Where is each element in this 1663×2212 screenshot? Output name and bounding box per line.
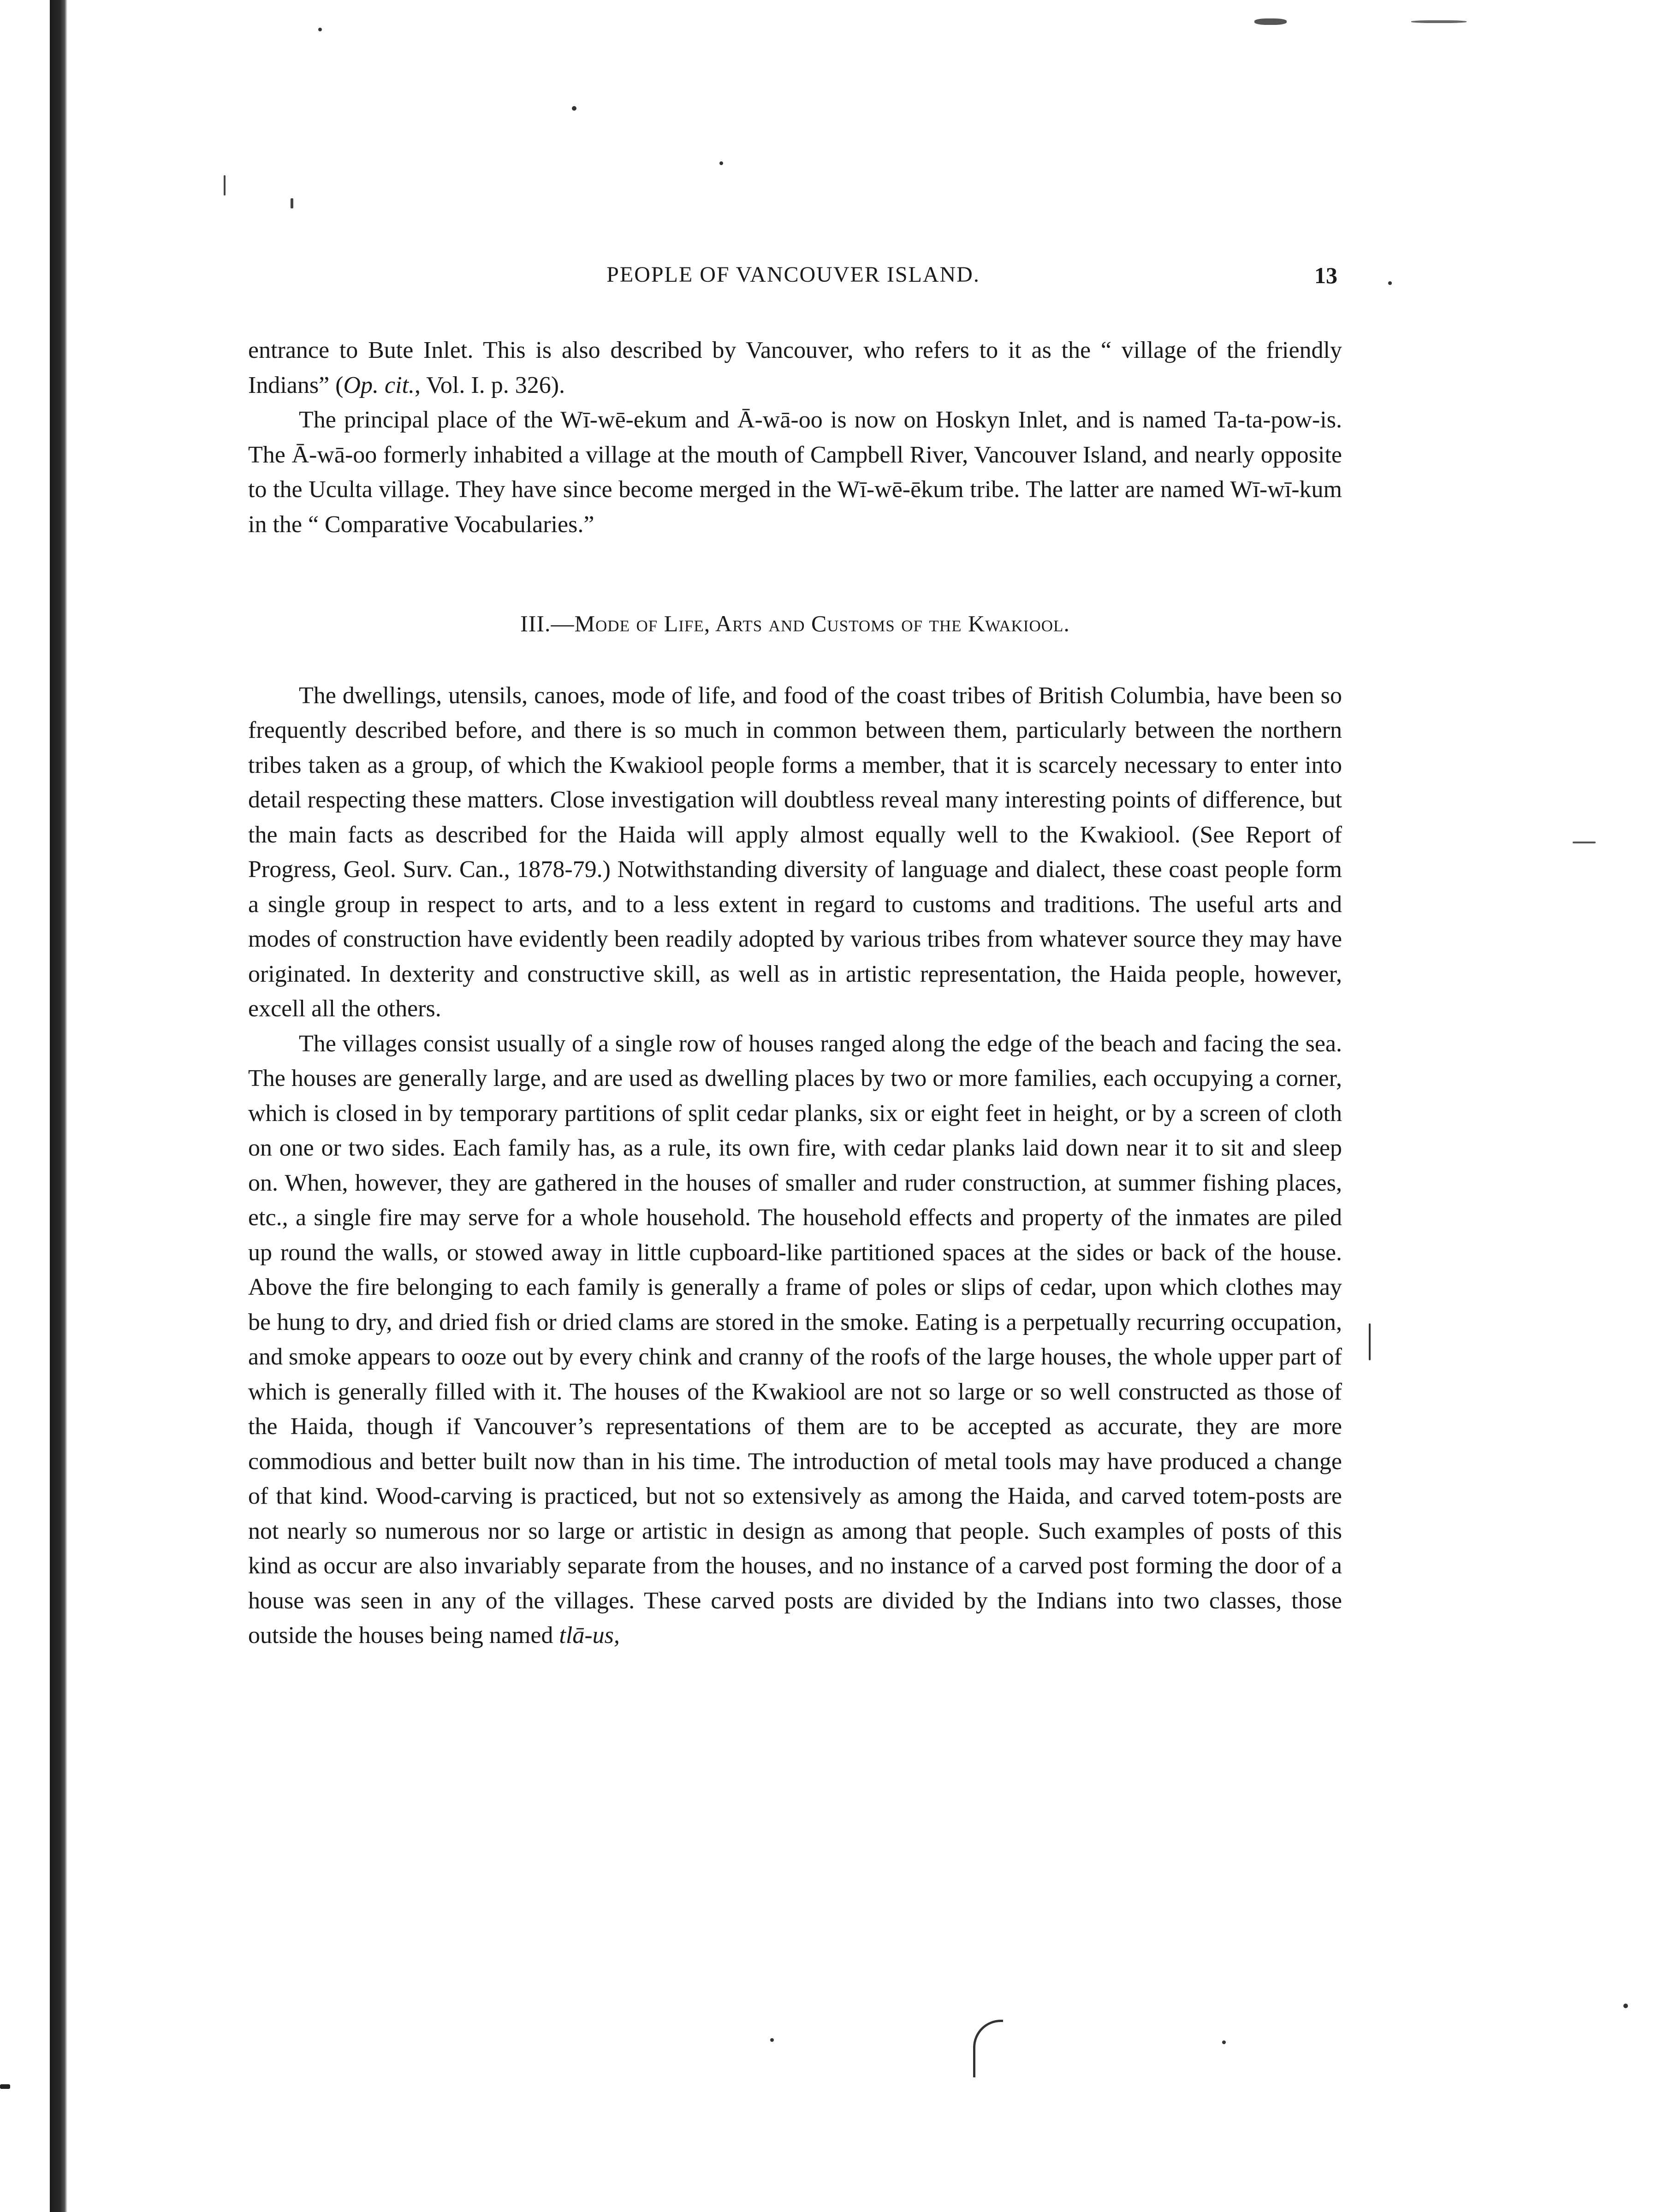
scan-speck <box>0 2084 10 2089</box>
section-heading <box>248 606 1342 641</box>
paragraph-continuation <box>248 333 1342 403</box>
paragraph-text: , Vol. I. p. 326). <box>415 372 565 398</box>
scan-speck <box>1411 20 1467 23</box>
scan-speck <box>1254 18 1287 25</box>
running-title: PEOPLE OF VANCOUVER ISLAND. <box>606 262 980 287</box>
paragraph: The dwellings, utensils, canoes, mode of life, and food of the coast tribes of British Columbia, have been so frequently described before, and there is so much in common between them, particularly between the northern tribes taken as a group, of which the Kwakiool people forms a member, that it is scarcely necessary to enter into detail respecting these matters. Close investigation will doubtless reveal many interesting points of difference, but the main facts as described for the Haida will apply almost equally well to the Kwakiool. (See Report of Progress, Geol. Surv. Can., 1878-79.) Notwithstanding diversity of language and dialect, these coast people form a single group in respect to arts, and to a less extent in regard to customs and traditions. The useful arts and modes of construction have evidently been readily adopted by various tribes from whatever source they may have originated. In dexterity and constructive skill, as well as in artistic representation, the Haida people, however, excell all the others. <box>248 682 1342 1022</box>
pen-stroke-mark <box>973 2020 1003 2077</box>
section-title: Mode of Life, Arts and Customs of the Kwakiool. <box>574 611 1070 636</box>
body-text <box>248 333 1342 1653</box>
scan-speck <box>1388 281 1392 285</box>
paragraph <box>248 1026 1342 1653</box>
running-head <box>249 262 1337 299</box>
scan-speck <box>770 2038 774 2042</box>
paragraph: The principal place of the Wī-wē-ekum and Ā-wā-oo is now on Hoskyn Inlet, and is named Ta-ta-pow-is. The Ā-wā-oo formerly inhabited a village at the mouth of Campbell River, Vancouver Island, and nearly opposite to the Uculta village. They have since become merged in the Wī-wē-ēkum tribe. The latter are named Wī-wī-kum in the “ Comparative Vocabularies.” <box>248 407 1342 538</box>
citation-italic: Op. cit. <box>343 372 415 398</box>
scan-speck <box>1623 2004 1628 2008</box>
paragraph-text: The villages consist usually of a single row of houses ranged along the edge of the beach and facing the sea. The houses are generally large, and are used as dwelling places by two or more families, each occupying a corner, which is closed in by temporary partitions of split cedar planks, six or eight feet in height, or by a screen of cloth on one or two sides. Each family has, as a rule, its own fire, with cedar planks laid down near it to sit and sleep on. When, however, they are gathered in the houses of smaller and ruder construction, at summer fishing places, etc., a single fire may serve for a whole household. The household effects and property of the inmates are piled up round the walls, or stowed away in little cupboard-like partitioned spaces at the sides or back of the house. Above the fire belonging to each family is generally a frame of poles or slips of cedar, upon which clothes may be hung to dry, and dried fish or dried clams are stored in the smoke. Eating is a perpetually recurring occupation, and smoke appears to ooze out by every chink and cranny of the roofs of the large houses, the whole upper part of which is generally filled with it. The houses of the Kwakiool are not so large or so well constructed as those of the Haida, though if Vancouver’s representations of them are to be accepted as accurate, they are more commodious and better built now than in his time. The introduction of metal tools may have produced a change of that kind. Wood-carving is practiced, but not so extensively as among the Haida, and carved totem-posts are not nearly so numerous nor so large or artistic in design as among that people. Such examples of posts of this kind as occur are also invariably separate from the houses, and no instance of a carved post forming the door of a house was seen in any of the villages. These carved posts are divided by the Indians into two classes, those outside the houses being named <box>248 1030 1342 1649</box>
section-numeral: III.— <box>520 611 575 636</box>
native-term-italic: tlā-us, <box>559 1622 620 1649</box>
paragraph-text: entrance to Bute Inlet. This is also described by Vancouver, who refers to it as the “ village of the friendly Indians” ( <box>248 337 1342 398</box>
scan-speck <box>318 28 322 31</box>
page-number: 13 <box>1314 262 1337 288</box>
scan-speck <box>1573 842 1596 843</box>
scan-speck <box>1222 2040 1226 2044</box>
scan-speck <box>719 161 723 165</box>
book-spine-shadow <box>50 0 67 2212</box>
scan-speck <box>572 106 576 111</box>
scan-speck <box>1369 1323 1371 1360</box>
scan-speck <box>224 175 226 196</box>
scan-speck <box>291 198 293 208</box>
